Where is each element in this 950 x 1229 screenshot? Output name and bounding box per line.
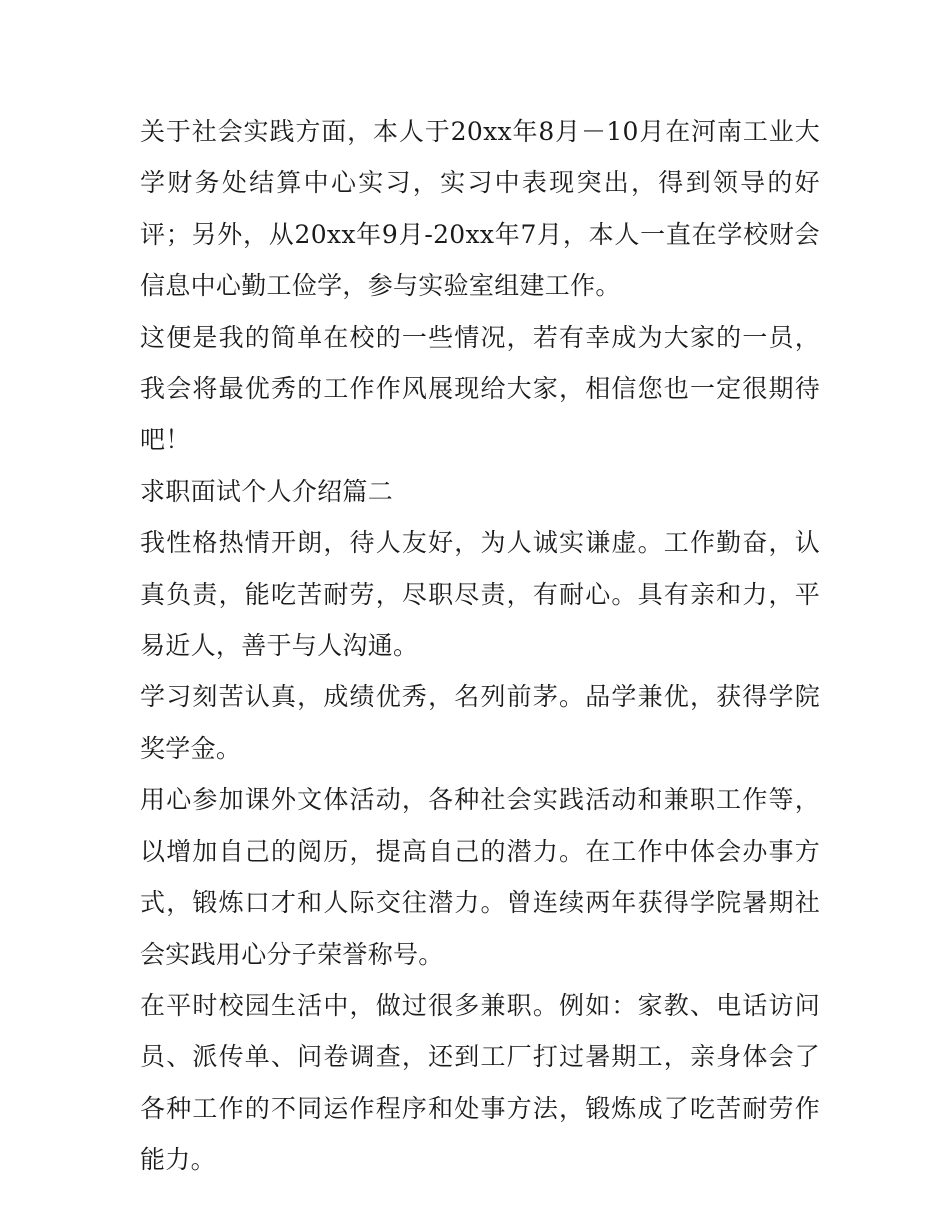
section-heading: 求职面试个人介绍篇二 — [140, 476, 394, 506]
paragraph-part-time-jobs: 在平时校园生活中，做过很多兼职。例如：家教、电话访问员、派传单、问卷调查，还到工厂打过暑期工，亲身体会了各种工作的不同运作程序和处事方法，锻炼成了吃苦耐劳作能力。 — [140, 990, 820, 1175]
document-body — [140, 106, 820, 1186]
paragraph-activities: 用心参加课外文体活动，各种社会实践活动和兼职工作等，以增加自己的阅历，提高自己的潜力。在工作中体会办事方式，锻炼口才和人际交往潜力。曾连续两年获得学院暑期社会实践用心分子荣誉称号。 — [140, 785, 820, 969]
paragraph-closing: 这便是我的简单在校的一些情况，若有幸成为大家的一员，我会将最优秀的工作作风展现给大家，相信您也一定很期待吧！ — [140, 322, 820, 455]
paragraph-personality: 我性格热情开朗，待人友好，为人诚实谦虚。工作勤奋，认真负责，能吃苦耐劳，尽职尽责，有耐心。具有亲和力，平易近人，善于与人沟通。 — [140, 528, 820, 661]
paragraph-social-practice: 关于社会实践方面，本人于20xx年8月－10月在河南工业大学财务处结算中心实习，实习中表现突出，得到领导的好评；另外，从20xx年9月-20xx年7月，本人一直在学校财会信息中心勤工俭学，参与实验室组建工作。 — [140, 117, 820, 301]
paragraph-study: 学习刻苦认真，成绩优秀，名列前茅。品学兼优，获得学院奖学金。 — [140, 682, 820, 763]
